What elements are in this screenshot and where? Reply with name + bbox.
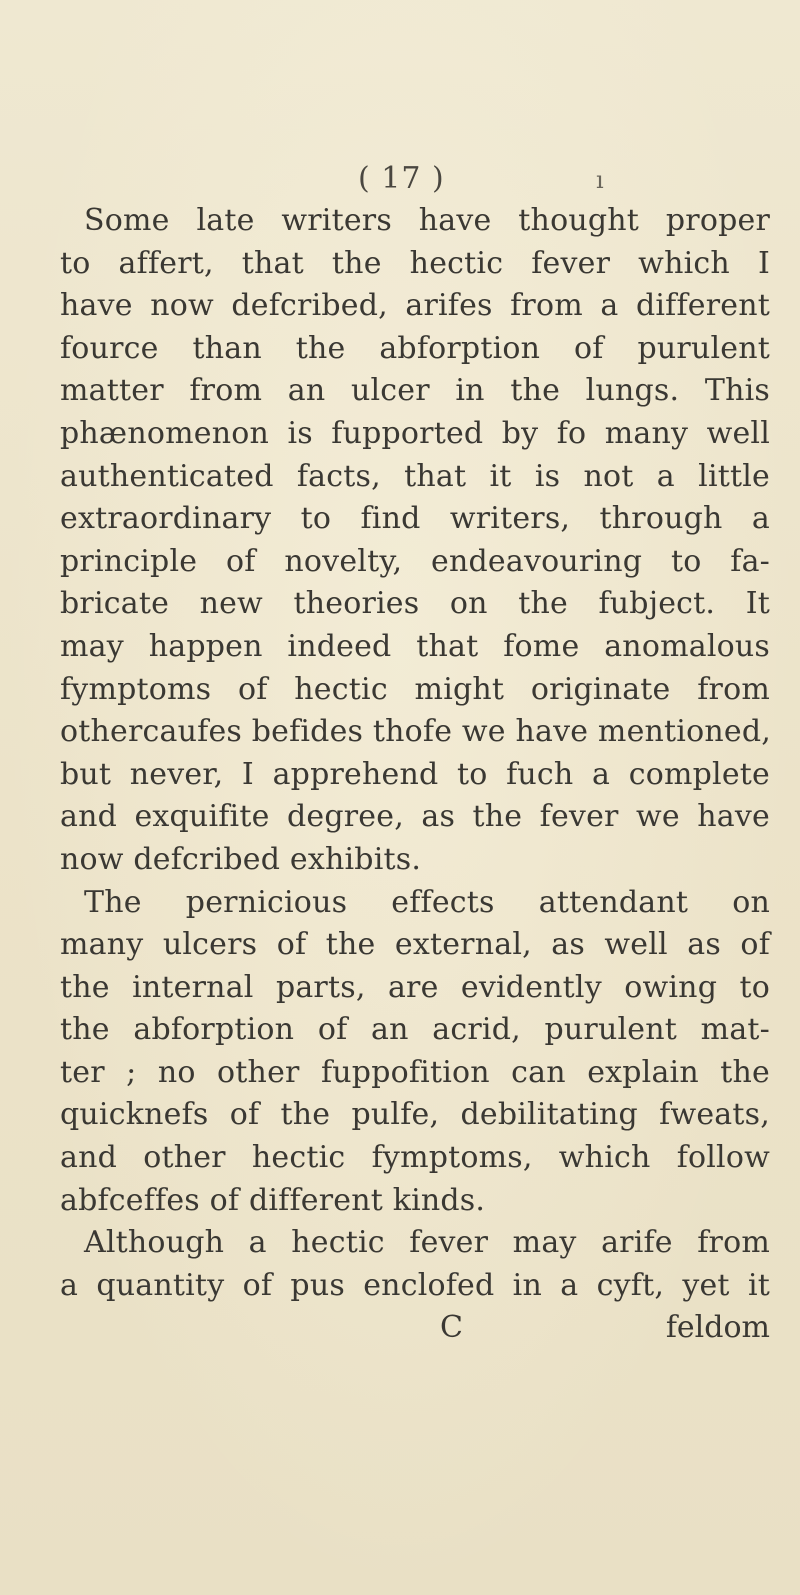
text-line: phænomenon is fupported by fo many well	[60, 415, 770, 451]
body-text	[60, 200, 770, 1350]
text-line: the internal parts, are evidently owing to	[60, 969, 770, 1005]
catchword: feldom	[665, 1310, 770, 1346]
text-line: fymptoms of hectic might originate from	[60, 671, 770, 707]
text-line: and exquifite degree, as the fever we have	[60, 799, 770, 835]
text-line: quicknefs of the pulfe, debilitating fweats,	[60, 1097, 770, 1133]
signature-mark: C	[440, 1310, 463, 1346]
text-line: authenticated facts, that it is not a little	[60, 458, 770, 494]
text-line: abfceffes of different kinds.	[60, 1182, 486, 1218]
text-line: extraordinary to find writers, through a	[60, 501, 770, 537]
text-line: bricate new theories on the fubject. It	[60, 586, 770, 622]
page-number: ( 17 )	[358, 161, 445, 196]
text-line: Some late writers have thought proper	[84, 203, 770, 238]
text-line: Although a hectic fever may arife from	[84, 1225, 770, 1261]
text-line: othercaufes befides thofe we have mentioned,	[60, 714, 771, 750]
text-line: principle of novelty, endeavouring to fa-	[60, 543, 770, 579]
text-line: now defcribed exhibits.	[60, 841, 422, 877]
page-header	[0, 161, 800, 197]
text-line: have now defcribed, arifes from a different	[60, 288, 770, 324]
text-line: to affert, that the hectic fever which I	[60, 245, 770, 281]
text-line: matter from an ulcer in the lungs. This	[60, 373, 770, 409]
header-mark: ı	[596, 166, 604, 194]
text-line: may happen indeed that fome anomalous	[60, 628, 770, 664]
text-line: a quantity of pus enclofed in a cyft, yet it	[60, 1267, 770, 1303]
text-line: fource than the abforption of purulent	[60, 330, 770, 366]
text-line: The pernicious effects attendant on	[84, 884, 770, 920]
text-line: ter ; no other fuppofition can explain the	[60, 1054, 770, 1090]
text-line: and other hectic fymptoms, which follow	[60, 1140, 770, 1176]
text-line: the abforption of an acrid, purulent mat-	[60, 1012, 770, 1048]
text-line: but never, I apprehend to fuch a complete	[60, 756, 770, 792]
page-footer	[60, 1307, 770, 1350]
text-line: many ulcers of the external, as well as of	[60, 927, 770, 963]
